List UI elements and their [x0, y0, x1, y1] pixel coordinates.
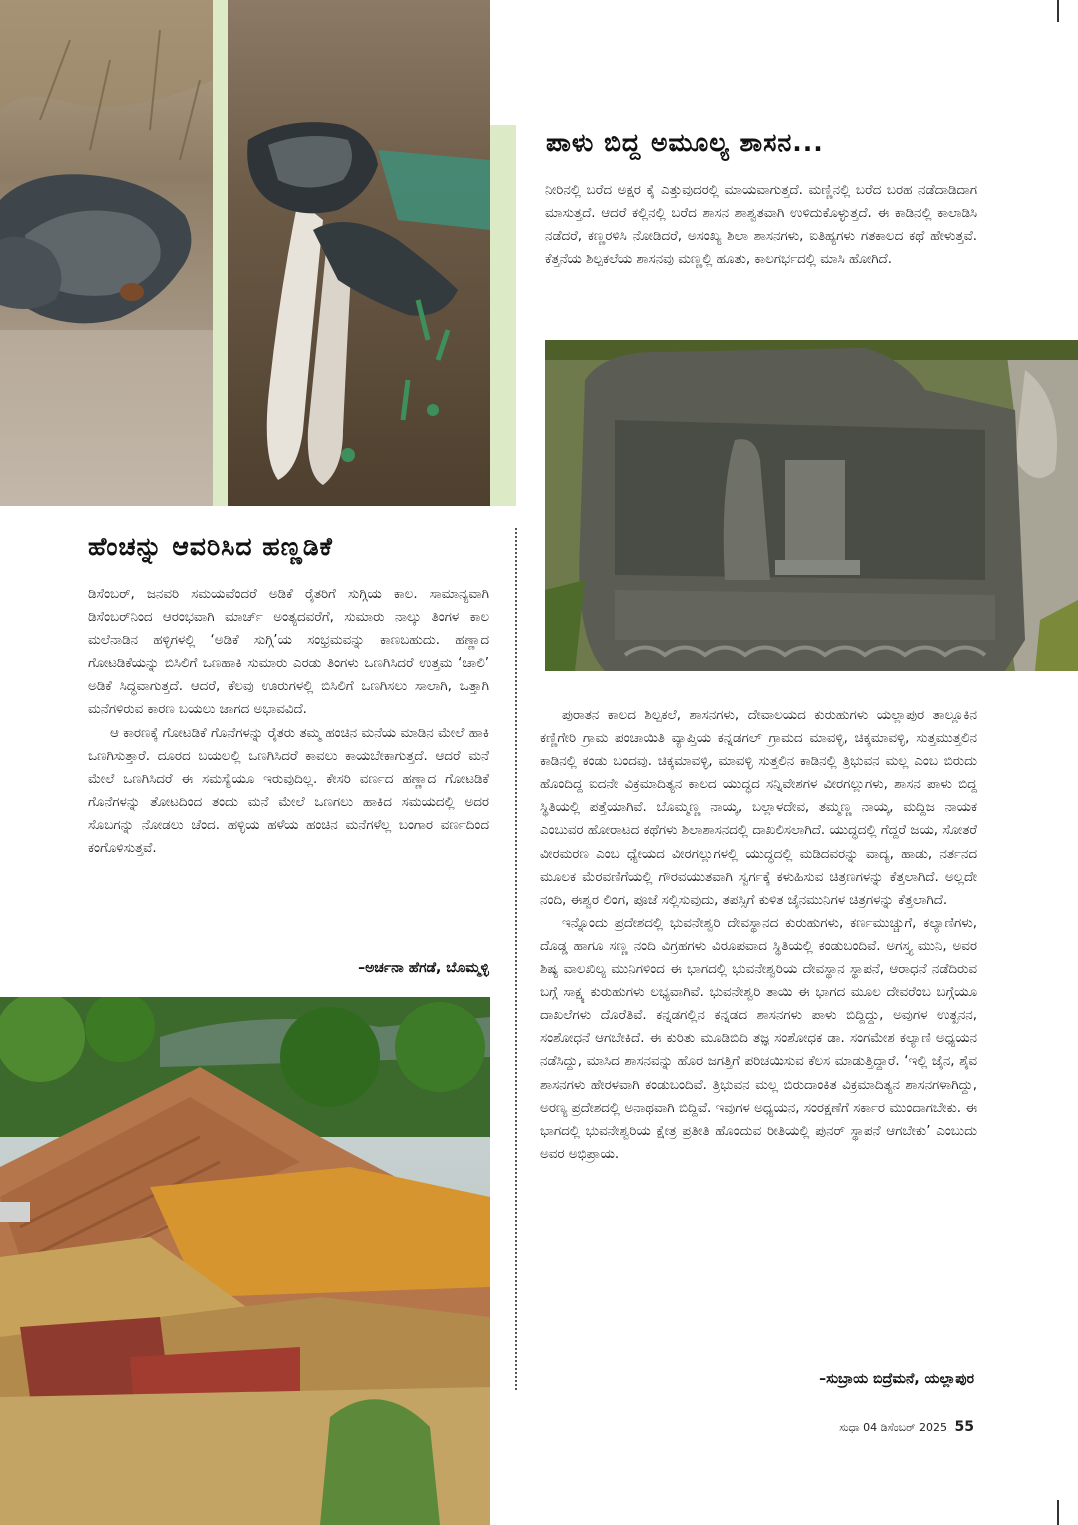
article-body-arecanut: [88, 583, 489, 860]
page-footer: [839, 1419, 974, 1435]
arecanut-paragraph-2: ಆ ಕಾರಣಕ್ಕೆ ಗೋಟಡಿಕೆ ಗೊನೆಗಳನ್ನು ರೈತರು ತಮ್ಮ ಹಂಚಿನ ಮನೆಯ ಮಾಡಿನ ಮೇಲೆ ಹಾಕಿ ಒಣಗಿಸುತ್ತಾರೆ. ದೂರದ ಬಯಲಲ್ಲಿ ಒಣಗಿಸಿದರೆ ಕಾವಲು ಕಾಯಬೇಕಾಗುತ್ತದೆ. ಆದರೆ ಮನೆ ಮೇಲೆ ಒಣಗಿಸಿದರೆ ಈ ಸಮಸ್ಯೆಯೂ ಇರುವುದಿಲ್ಲ. ಕೇಸರಿ ವರ್ಣದ ಹಣ್ಣಾದ ಗೋಟಡಿಕೆ ಗೊನೆಗಳನ್ನು ತೋಟದಿಂದ ತಂದು ಮನೆ ಮೇಲೆ ಒಣಗಲು ಹಾಕಿದ ಸಮಯದಲ್ಲಿ ಅದರ ಸೊಬಗನ್ನು ನೋಡಲು ಚೆಂದ. ಹಳ್ಳಿಯ ಹಳೆಯ ಹಂಚಿನ ಮನೆಗಳೆಲ್ಲ ಬಂಗಾರ ವರ್ಣದಿಂದ ಕಂಗೊಳಿಸುತ್ತವೆ.: [88, 725, 489, 857]
accent-strip-left: [213, 0, 228, 506]
inscription-paragraph-2: ಇನ್ನೊಂದು ಪ್ರದೇಶದಲ್ಲಿ ಭುವನೇಶ್ವರಿ ದೇವಸ್ಥಾನದ ಕುರುಹುಗಳು, ಕರ್ಣಮುಚ್ಚುಗೆ, ಕಲ್ಯಾಣಿಗಳು, ದೊಡ್ಡ ಹಾಗೂ ಸಣ್ಣ ನಂದಿ ವಿಗ್ರಹಗಳು ವಿರೂಪವಾದ ಸ್ಥಿತಿಯಲ್ಲಿ ಕಂಡುಬಂದಿವೆ. ಅಗಸ್ತ್ಯ ಮುನಿ, ಅವರ ಶಿಷ್ಯ ವಾಲಖಿಲ್ಯ ಮುನಿಗಳಿಂದ ಈ ಭಾಗದಲ್ಲಿ ಭುವನೇಶ್ವರಿಯ ದೇವಸ್ಥಾನ ಸ್ಥಾಪನೆ, ಆರಾಧನೆ ನಡೆದಿರುವ ಬಗ್ಗೆ ಸಾಕ್ಷ್ಯ ಕುರುಹುಗಳು ಲಭ್ಯವಾಗಿವೆ. ಭುವನೇಶ್ವರಿ ತಾಯಿ ಈ ಭಾಗದ ಮೂಲ ದೇವರೆಂಬ ಬಗ್ಗೆಯೂ ದಾಖಲೆಗಳು ದೊರೆತಿವೆ. ಕನ್ನಡಗಲ್ಲಿನ ಕನ್ನಡದ ಶಾಸನಗಳು ಪಾಳು ಬಿದ್ದಿದ್ದು, ಅವುಗಳ ಉತ್ಖನನ, ಸಂಶೋಧನೆ ಆಗಬೇಕಿದೆ. ಈ ಕುರಿತು ಮೂಡಿಬಿದಿ ತಜ್ಞ ಸಂಶೋಧಕ ಡಾ. ಸಂಗಮೇಶ ಕಲ್ಯಾಣಿ ಅಧ್ಯಯನ ನಡೆಸಿದ್ದು, ಮಾಸಿದ ಶಾಸನವನ್ನು ಹೊರ ಜಗತ್ತಿಗೆ ಪರಿಚಯಿಸುವ ಕೆಲಸ ಮಾಡುತ್ತಿದ್ದಾರೆ. ‘ಇಲ್ಲಿ ಜೈನ, ಶೈವ ಶಾಸನಗಳು ಹೇರಳವಾಗಿ ಕಂಡುಬಂದಿವೆ. ತ್ರಿಭುವನ ಮಲ್ಲ ಬಿರುದಾಂಕಿತ ವಿಕ್ರಮಾದಿತ್ಯನ ಶಾಸನಗಳಾಗಿದ್ದು, ಅರಣ್ಯ ಪ್ರದೇಶದಲ್ಲಿ ಅನಾಥವಾಗಿ ಬಿದ್ದಿವೆ. ಇವುಗಳ ಅಧ್ಯಯನ, ಸಂರಕ್ಷಣೆಗೆ ಸರ್ಕಾರ ಮುಂದಾಗಬೇಕು. ಈ ಭಾಗದಲ್ಲಿ ಭುವನೇಶ್ವರಿಯ ಕ್ಷೇತ್ರ ಪ್ರತೀತಿ ಹೊಂದುವ ರೀತಿಯಲ್ಲಿ ಪುನರ್ ಸ್ಥಾಪನೆ ಆಗಬೇಕು’ ಎಂಬುದು ಅವರ ಅಭಿಪ್ರಾಯ.: [540, 915, 977, 1162]
stone-inscription-photo: [545, 340, 1078, 671]
article-intro-inscription: [545, 179, 977, 271]
article-title-arecanut: ಹೆಂಚನ್ನು ಆವರಿಸಿದ ಹಣ್ಣಡಿಕೆ: [88, 532, 333, 561]
crop-mark-bottom: [1057, 1500, 1059, 1525]
byline-archana: –ಅರ್ಚನಾ ಹೆಗಡೆ, ಬೊಮ್ಮಳ್ಳಿ: [358, 960, 489, 976]
column-divider: [515, 528, 517, 1390]
crop-mark-top: [1057, 0, 1059, 22]
arecanut-paragraph-1: ಡಿಸೆಂಬರ್, ಜನವರಿ ಸಮಯವೆಂದರೆ ಅಡಿಕೆ ರೈತರಿಗೆ ಸುಗ್ಗಿಯ ಕಾಲ. ಸಾಮಾನ್ಯವಾಗಿ ಡಿಸೆಂಬರ್‌ನಿಂದ ಆರಂಭವಾಗಿ ಮಾರ್ಚ್ ಅಂತ್ಯದವರೆಗೆ, ಸುಮಾರು ನಾಲ್ಕು ತಿಂಗಳ ಕಾಲ ಮಲೆನಾಡಿನ ಹಳ್ಳಿಗಳಲ್ಲಿ ‘ಅಡಿಕೆ ಸುಗ್ಗಿ’ಯ ಸಂಭ್ರಮವನ್ನು ಕಾಣಬಹುದು. ಹಣ್ಣಾದ ಗೋಟಡಿಕೆಯನ್ನು ಬಿಸಿಲಿಗೆ ಒಣಹಾಕಿ ಸುಮಾರು ಎರಡು ತಿಂಗಳು ಒಣಗಿಸಿದರೆ ಉತ್ತಮ ‘ಚಾಲಿ’ ಅಡಿಕೆ ಸಿದ್ಧವಾಗುತ್ತದೆ. ಆದರೆ, ಕೆಲವು ಊರುಗಳಲ್ಲಿ ಬಿಸಿಲಿಗೆ ಒಣಗಿಸಲು ಸಾಲಾಗಿ, ಒತ್ತಾಗಿ ಮನೆಗಳಿರುವ ಕಾರಣ ಬಯಲು ಜಾಗದ ಅಭಾವವಿದೆ.: [88, 587, 489, 718]
inscription-paragraph-1: ಪುರಾತನ ಕಾಲದ ಶಿಲ್ಪಕಲೆ, ಶಾಸನಗಳು, ದೇವಾಲಯದ ಕುರುಹುಗಳು ಯಲ್ಲಾಪುರ ತಾಲ್ಲೂಕಿನ ಕಣ್ಣಿಗೇರಿ ಗ್ರಾಮ ಪಂಚಾಯಿತಿ ವ್ಯಾಪ್ತಿಯ ಕನ್ನಡಗಲ್ ಗ್ರಾಮದ ಮಾವಳ್ಳಿ, ಚಿಕ್ಕಮಾವಳ್ಳಿ, ಸುತ್ತಮುತ್ತಲಿನ ಕಾಡಿನಲ್ಲಿ ಕಂಡು ಬಂದವು. ಚಿಕ್ಕಮಾವಳ್ಳಿ, ಮಾವಳ್ಳಿ ಸುತ್ತಲಿನ ಕಾಡಿನಲ್ಲಿ ತ್ರಿಭುವನ ಮಲ್ಲ ಎಂಬ ಬಿರುದು ಹೊಂದಿದ್ದ ಐದನೇ ವಿಕ್ರಮಾದಿತ್ಯನ ಕಾಲದ ಯುದ್ಧದ ಸನ್ನಿವೇಶಗಳ ವೀರಗಲ್ಲುಗಳು, ಶಾಸನ ಪಾಳು ಬಿದ್ದ ಸ್ಥಿತಿಯಲ್ಲಿ ಪತ್ತೆಯಾಗಿವೆ. ಬೊಮ್ಮಣ್ಣ ನಾಯ್ಕ, ಬಲ್ಲಾಳದೇವ, ತಮ್ಮಣ್ಣ ನಾಯ್ಕ, ಮದ್ದಿಜ ನಾಯಕ ಎಂಬುವರ ಹೋರಾಟದ ಕಥೆಗಳು ಶಿಲಾಶಾಸನದಲ್ಲಿ ದಾಖಲಿಸಲಾಗಿದೆ. ಯುದ್ಧದಲ್ಲಿ ಗೆದ್ದರೆ ಜಯ, ಸೋತರೆ ವೀರಮರಣ ಎಂಬ ಧ್ಯೇಯದ ವೀರಗಲ್ಲುಗಳಲ್ಲಿ ಯುದ್ಧದಲ್ಲಿ ಮಡಿದವರನ್ನು ವಾದ್ಯ, ಹಾಡು, ನರ್ತನದ ಮೂಲಕ ಮೆರವಣಿಗೆಯಲ್ಲಿ ಗೌರವಯುತವಾಗಿ ಸ್ವರ್ಗಕ್ಕೆ ಕಳುಹಿಸುವ ಚಿತ್ರಣಗಳನ್ನು ಕೆತ್ತಲಾಗಿದೆ. ಅಲ್ಲದೇ ನಂದಿ, ಈಶ್ವರ ಲಿಂಗ, ಪೂಜೆ ಸಲ್ಲಿಸುವುದು, ತಪಸ್ಸಿಗೆ ಕುಳಿತ ಜೈನಮುನಿಗಳ ಚಿತ್ರಗಳನ್ನು ಕೆತ್ತಲಾಗಿದೆ.: [540, 708, 977, 908]
arecanut-roof-photo: [0, 997, 490, 1525]
intro-paragraph: ನೀರಿನಲ್ಲಿ ಬರೆದ ಅಕ್ಷರ ಕೈ ಎತ್ತುವುದರಲ್ಲಿ ಮಾಯವಾಗುತ್ತದೆ. ಮಣ್ಣಿನಲ್ಲಿ ಬರೆದ ಬರಹ ನಡೆದಾಡಿದಾಗ ಮಾಸುತ್ತದೆ. ಆದರೆ ಕಲ್ಲಿನಲ್ಲಿ ಬರೆದ ಶಾಸನ ಶಾಶ್ವತವಾಗಿ ಉಳಿದುಕೊಳ್ಳುತ್ತದೆ. ಈ ಕಾಡಿನಲ್ಲಿ ಕಾಲಾಡಿಸಿ ನಡೆದರೆ, ಕಣ್ಣರಳಿಸಿ ನೋಡಿದರೆ, ಅಸಂಖ್ಯ ಶಿಲಾ ಶಾಸನಗಳು, ಐತಿಹ್ಯಗಳು ಗತಕಾಲದ ಕಥೆ ಹೇಳುತ್ತವೆ. ಕೆತ್ತನೆಯ ಶಿಲ್ಪಕಲೆಯ ಶಾಸನವು ಮಣ್ಣಲ್ಲಿ ಹೂತು, ಕಾಲಗರ್ಭದಲ್ಲಿ ಮಾಸಿ ಹೋಗಿದೆ.: [545, 183, 977, 268]
mushroom-photo-right: [228, 0, 490, 506]
article-title-inscription: ಪಾಳು ಬಿದ್ದ ಅಮೂಲ್ಯ ಶಾಸನ...: [546, 128, 824, 157]
article-body-inscription: [540, 704, 977, 1166]
accent-strip-right: [490, 125, 516, 506]
magazine-date: ಸುಧಾ 04 ಡಿಸೆಂಬರ್ 2025: [839, 1421, 948, 1434]
mushroom-photo-left: [0, 0, 213, 506]
byline-subraya: –ಸುಬ್ರಾಯ ಬಿದ್ರೆಮನೆ, ಯಲ್ಲಾಪುರ: [819, 1371, 974, 1387]
page-number: 55: [954, 1419, 974, 1435]
